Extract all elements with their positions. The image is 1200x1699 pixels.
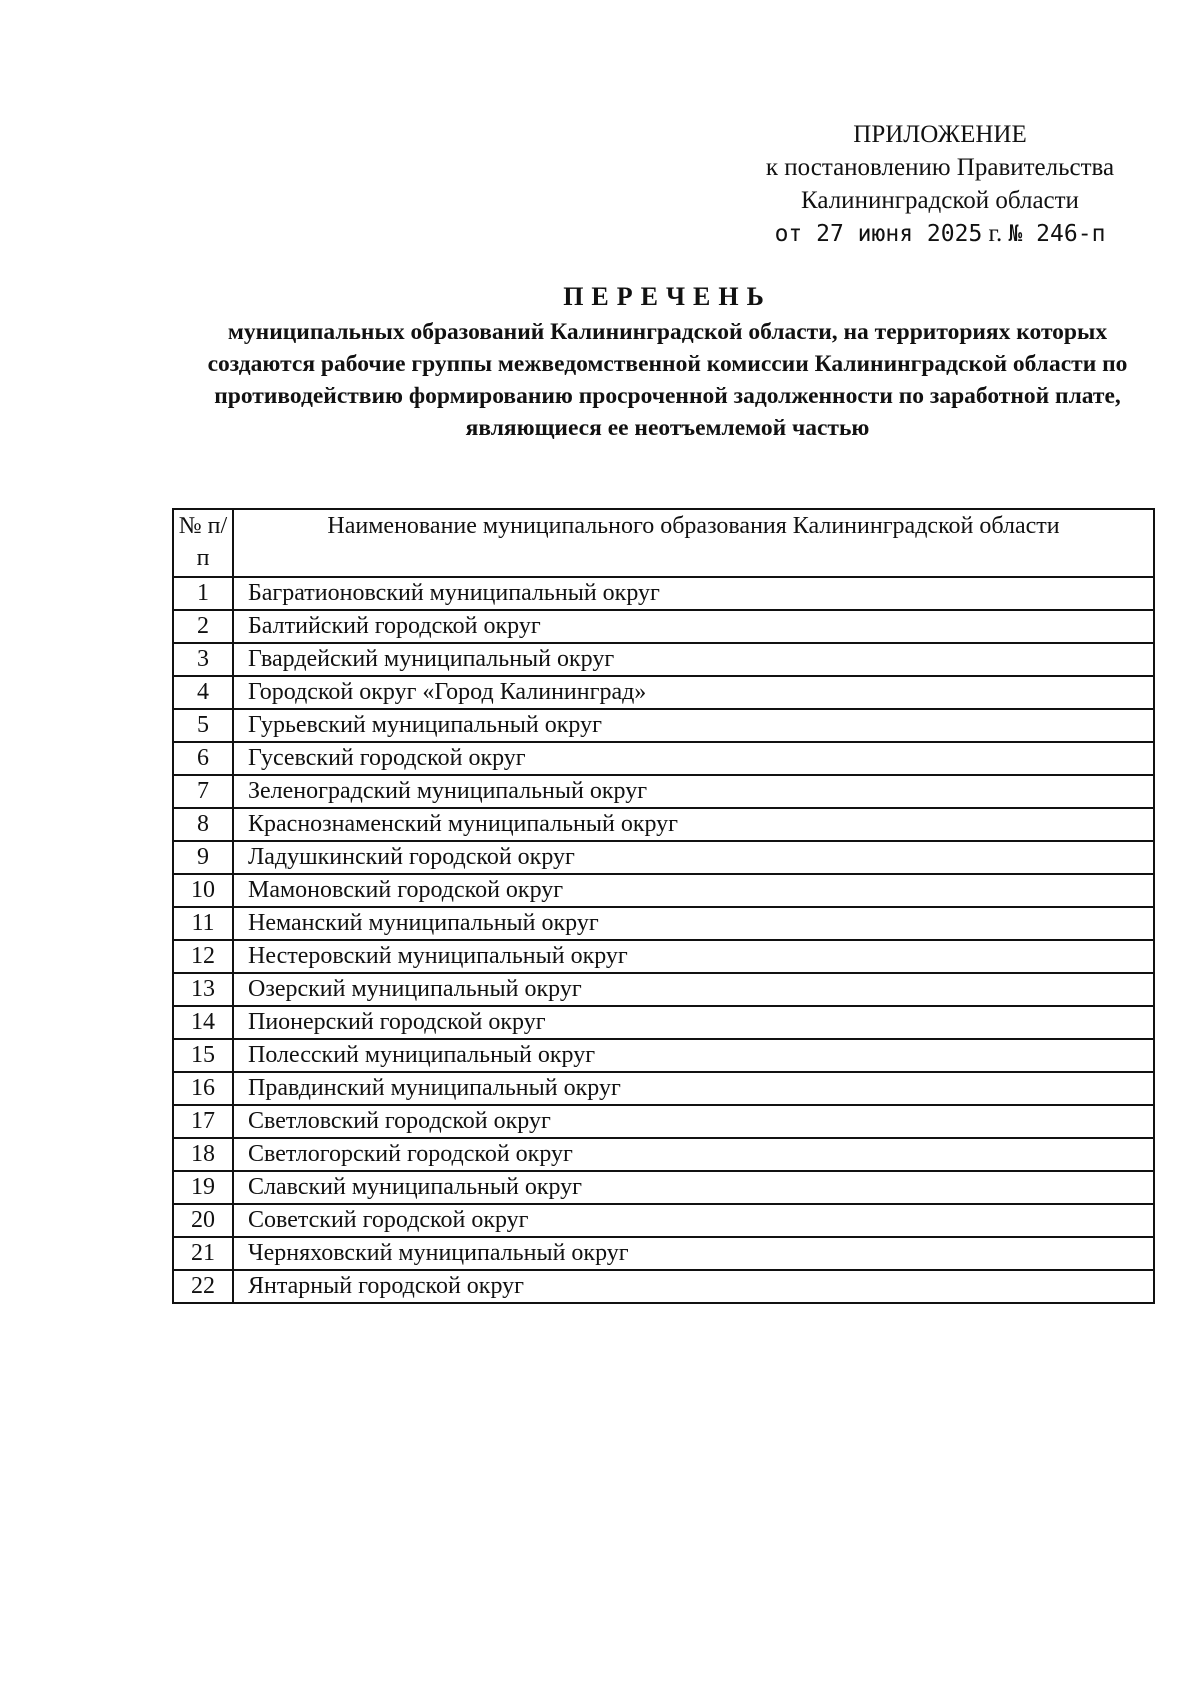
table-row bbox=[173, 1171, 1154, 1204]
row-number: 5 bbox=[173, 709, 233, 742]
row-municipality-name: Черняховский муниципальный округ bbox=[233, 1237, 1154, 1270]
appendix-title: ПРИЛОЖЕНИЕ bbox=[853, 121, 1027, 148]
table-row bbox=[173, 1270, 1154, 1303]
row-municipality-name: Балтийский городской округ bbox=[233, 610, 1154, 643]
row-municipality-name: Полесский муниципальный округ bbox=[233, 1039, 1154, 1072]
row-municipality-name: Правдинский муниципальный округ bbox=[233, 1072, 1154, 1105]
table-row bbox=[173, 808, 1154, 841]
table-row bbox=[173, 874, 1154, 907]
row-number: 1 bbox=[173, 577, 233, 610]
row-number: 12 bbox=[173, 940, 233, 973]
row-number: 15 bbox=[173, 1039, 233, 1072]
row-number: 2 bbox=[173, 610, 233, 643]
table-row bbox=[173, 742, 1154, 775]
appendix-date-line bbox=[700, 217, 1180, 251]
row-municipality-name: Гусевский городской округ bbox=[233, 742, 1154, 775]
row-municipality-name: Ладушкинский городской округ bbox=[233, 841, 1154, 874]
table-row bbox=[173, 973, 1154, 1006]
row-number: 13 bbox=[173, 973, 233, 1006]
row-municipality-name: Советский городской округ bbox=[233, 1204, 1154, 1237]
table-row bbox=[173, 1138, 1154, 1171]
row-municipality-name: Пионерский городской округ bbox=[233, 1006, 1154, 1039]
header-name: Наименование муниципального образования Калининградской области bbox=[233, 509, 1154, 577]
row-number: 20 bbox=[173, 1204, 233, 1237]
table-row bbox=[173, 940, 1154, 973]
row-number: 8 bbox=[173, 808, 233, 841]
row-municipality-name: Багратионовский муниципальный округ bbox=[233, 577, 1154, 610]
row-number: 6 bbox=[173, 742, 233, 775]
row-number: 4 bbox=[173, 676, 233, 709]
table-row bbox=[173, 676, 1154, 709]
row-number: 7 bbox=[173, 775, 233, 808]
row-municipality-name: Светловский городской округ bbox=[233, 1105, 1154, 1138]
table-row bbox=[173, 577, 1154, 610]
row-municipality-name: Мамоновский городской округ bbox=[233, 874, 1154, 907]
table-header-row bbox=[173, 509, 1154, 577]
row-number: 18 bbox=[173, 1138, 233, 1171]
row-municipality-name: Светлогорский городской округ bbox=[233, 1138, 1154, 1171]
table-row bbox=[173, 643, 1154, 676]
row-municipality-name: Нестеровский муниципальный округ bbox=[233, 940, 1154, 973]
row-number: 9 bbox=[173, 841, 233, 874]
row-municipality-name: Городской округ «Город Калининград» bbox=[233, 676, 1154, 709]
document-title: ПЕРЕЧЕНЬ bbox=[563, 282, 772, 311]
appendix-number: № 246-п bbox=[1008, 221, 1106, 247]
table-row bbox=[173, 907, 1154, 940]
appendix-block bbox=[700, 118, 1180, 251]
row-municipality-name: Неманский муниципальный округ bbox=[233, 907, 1154, 940]
appendix-line-1: к постановлению Правительства bbox=[765, 154, 1115, 181]
row-number: 19 bbox=[173, 1171, 233, 1204]
row-number: 14 bbox=[173, 1006, 233, 1039]
document-heading bbox=[170, 280, 1165, 444]
table-row bbox=[173, 775, 1154, 808]
header-number: № п/п bbox=[173, 509, 233, 577]
appendix-line-2: Калининградской области bbox=[801, 187, 1079, 214]
table-row bbox=[173, 1072, 1154, 1105]
table-row bbox=[173, 841, 1154, 874]
table-body bbox=[173, 577, 1154, 1303]
table-row bbox=[173, 1237, 1154, 1270]
row-municipality-name: Зеленоградский муниципальный округ bbox=[233, 775, 1154, 808]
row-number: 3 bbox=[173, 643, 233, 676]
table-row bbox=[173, 1006, 1154, 1039]
municipalities-table bbox=[172, 508, 1155, 1304]
row-municipality-name: Янтарный городской округ bbox=[233, 1270, 1154, 1303]
table-row bbox=[173, 1039, 1154, 1072]
table-row bbox=[173, 1105, 1154, 1138]
row-municipality-name: Гвардейский муниципальный округ bbox=[233, 643, 1154, 676]
row-municipality-name: Славский муниципальный округ bbox=[233, 1171, 1154, 1204]
row-municipality-name: Краснознаменский муниципальный округ bbox=[233, 808, 1154, 841]
row-number: 17 bbox=[173, 1105, 233, 1138]
row-number: 16 bbox=[173, 1072, 233, 1105]
appendix-date: от 27 июня 2025 bbox=[774, 221, 983, 247]
document-subtitle: муниципальных образований Калининградской области, на территориях которых создаются рабочие группы межведомственной комиссии Калининградской области по противодействию формированию просроченной задолженности по заработной плате, являющиеся ее неотъемлемой частью bbox=[207, 319, 1128, 441]
table-row bbox=[173, 1204, 1154, 1237]
row-number: 10 bbox=[173, 874, 233, 907]
appendix-date-g: г. bbox=[982, 220, 1009, 247]
row-number: 22 bbox=[173, 1270, 233, 1303]
table-row bbox=[173, 709, 1154, 742]
row-number: 21 bbox=[173, 1237, 233, 1270]
row-municipality-name: Гурьевский муниципальный округ bbox=[233, 709, 1154, 742]
row-municipality-name: Озерский муниципальный округ bbox=[233, 973, 1154, 1006]
table-row bbox=[173, 610, 1154, 643]
row-number: 11 bbox=[173, 907, 233, 940]
